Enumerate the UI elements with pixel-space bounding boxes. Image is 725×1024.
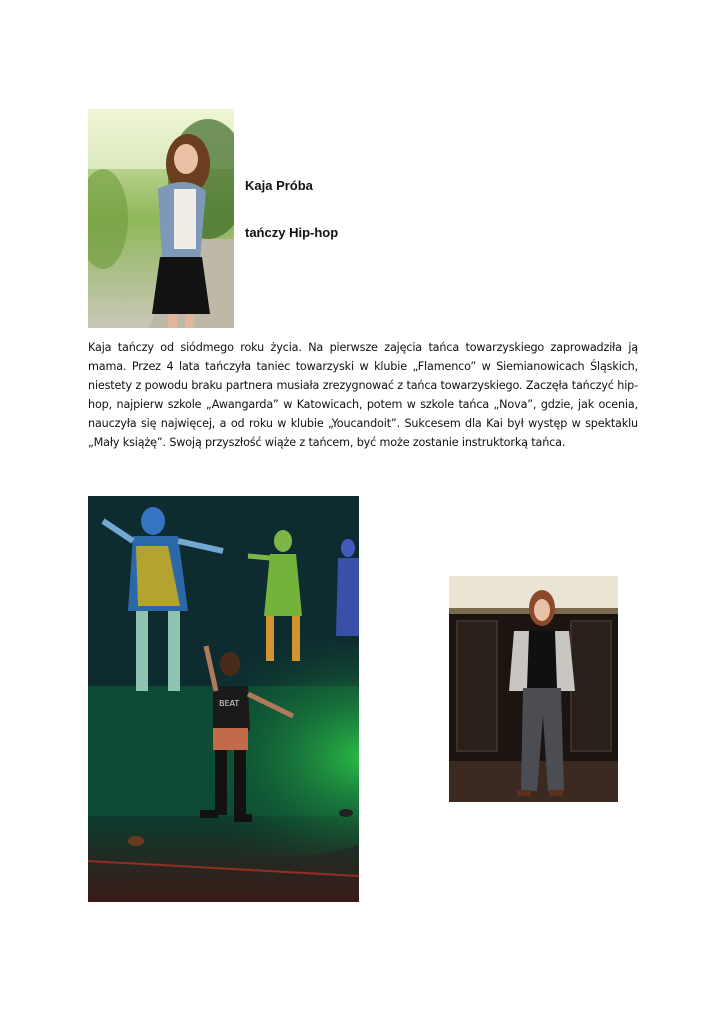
bio-paragraph: Kaja tańczy od siódmego roku życia. Na pierwsze zajęcia tańca towarzyskiego zaprowadziła ją mama. Przez 4 lata tańczyła taniec towarzyski w klubie „Flamenco” w Siemianowicach Śląskich, niestety z powodu braku partnera musiała zrezygnować z tańca towarzyskiego. Zaczęła tańczyć hip-hop, najpierw szkole „Awangarda” w Katowicach, potem w szkole tańca „Nova”, gdzie, jak ocenia, nauczyła się najwięcej, a od roku w klubie „Youcandoit”. Sukcesem dla Kai był występ w spektaklu „Mały książę”. Swoją przyszłość wiąże z tańcem, być może zostanie instruktorką tańca.: [88, 341, 638, 449]
person-name: Kaja Próba: [245, 178, 313, 193]
indoor-photo: [449, 576, 618, 802]
stage-performance-photo: [88, 496, 359, 902]
dance-style: tańczy Hip-hop: [245, 225, 339, 240]
shirt-text: BEAT: [219, 699, 240, 708]
portrait-photo: [88, 109, 234, 328]
